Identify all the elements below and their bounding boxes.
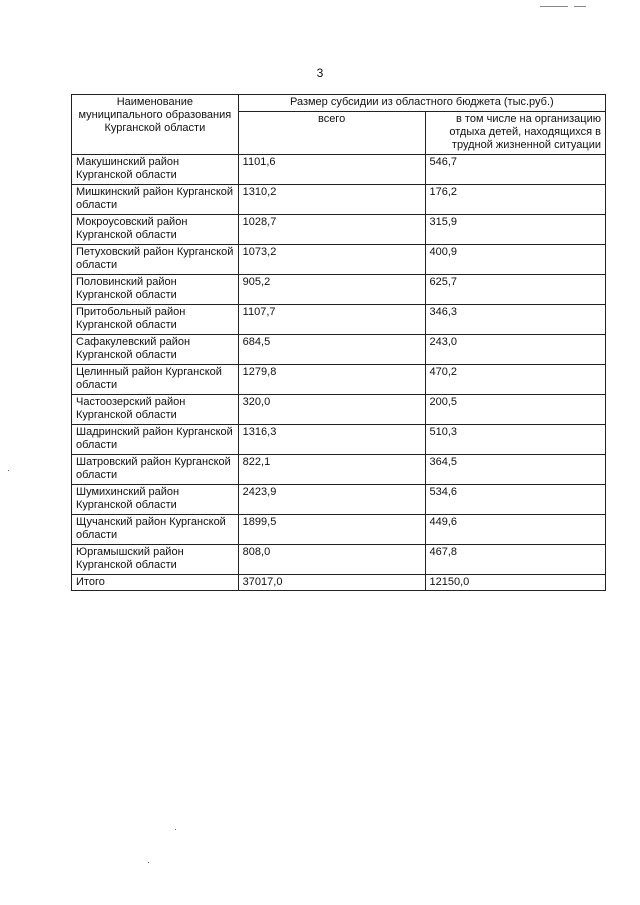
total-cell: 684,5 <box>238 335 425 365</box>
table-body <box>72 155 606 591</box>
including-cell: 449,6 <box>425 515 605 545</box>
scan-speck <box>8 470 9 471</box>
total-cell: 1899,5 <box>238 515 425 545</box>
table-row <box>72 215 606 245</box>
including-cell: 467,8 <box>425 545 605 575</box>
total-cell: 1101,6 <box>238 155 425 185</box>
including-cell: 470,2 <box>425 365 605 395</box>
totals-row <box>72 575 606 591</box>
municipality-cell: Юргамышский район Курганской области <box>72 545 239 575</box>
municipality-cell: Макушинский район Курганской области <box>72 155 239 185</box>
municipality-cell: Шадринский район Курганской области <box>72 425 239 455</box>
municipality-cell: Частоозерский район Курганской области <box>72 395 239 425</box>
municipality-cell: Целинный район Курганской области <box>72 365 239 395</box>
total-cell: 1279,8 <box>238 365 425 395</box>
including-cell: 546,7 <box>425 155 605 185</box>
scan-speck <box>175 829 176 830</box>
total-cell: 1316,3 <box>238 425 425 455</box>
header-municipality: Наименование муниципального образования Курганской области <box>72 95 239 155</box>
municipality-cell: Шумихинский район Курганской области <box>72 485 239 515</box>
municipality-cell: Щучанский район Курганской области <box>72 515 239 545</box>
table-row <box>72 515 606 545</box>
totals-total: 37017,0 <box>238 575 425 591</box>
table-row <box>72 365 606 395</box>
header-total: всего <box>238 112 425 155</box>
total-cell: 822,1 <box>238 455 425 485</box>
municipality-cell: Мишкинский район Курганской области <box>72 185 239 215</box>
including-cell: 200,5 <box>425 395 605 425</box>
municipality-cell: Шатровский район Курганской области <box>72 455 239 485</box>
municipality-cell: Мокроусовский район Курганской области <box>72 215 239 245</box>
table-row <box>72 335 606 365</box>
header-subsidy-amount: Размер субсидии из областного бюджета (тыс.руб.) <box>238 95 605 112</box>
totals-label: Итого <box>72 575 239 591</box>
including-cell: 243,0 <box>425 335 605 365</box>
total-cell: 1073,2 <box>238 245 425 275</box>
municipality-cell: Петуховский район Курганской области <box>72 245 239 275</box>
municipality-cell: Сафакулевский район Курганской области <box>72 335 239 365</box>
total-cell: 808,0 <box>238 545 425 575</box>
page-number: 3 <box>316 66 324 80</box>
including-cell: 346,3 <box>425 305 605 335</box>
table-row <box>72 455 606 485</box>
table-row <box>72 485 606 515</box>
table-row <box>72 425 606 455</box>
corner-marks <box>540 6 590 10</box>
total-cell: 2423,9 <box>238 485 425 515</box>
total-cell: 1310,2 <box>238 185 425 215</box>
total-cell: 1107,7 <box>238 305 425 335</box>
including-cell: 315,9 <box>425 215 605 245</box>
municipality-cell: Половинский район Курганской области <box>72 275 239 305</box>
municipality-cell: Притобольный район Курганской области <box>72 305 239 335</box>
including-cell: 534,6 <box>425 485 605 515</box>
header-including-children-rest: в том числе на организацию отдыха детей, находящихся в трудной жизненной ситуации <box>425 112 605 155</box>
including-cell: 400,9 <box>425 245 605 275</box>
subsidy-table <box>71 94 606 591</box>
totals-including: 12150,0 <box>425 575 605 591</box>
including-cell: 625,7 <box>425 275 605 305</box>
total-cell: 905,2 <box>238 275 425 305</box>
scan-speck <box>148 862 149 863</box>
including-cell: 364,5 <box>425 455 605 485</box>
including-cell: 176,2 <box>425 185 605 215</box>
table-row <box>72 155 606 185</box>
table-row <box>72 395 606 425</box>
total-cell: 1028,7 <box>238 215 425 245</box>
total-cell: 320,0 <box>238 395 425 425</box>
including-cell: 510,3 <box>425 425 605 455</box>
table-row <box>72 275 606 305</box>
table-row <box>72 185 606 215</box>
table-row <box>72 305 606 335</box>
table-row <box>72 245 606 275</box>
table-row <box>72 545 606 575</box>
